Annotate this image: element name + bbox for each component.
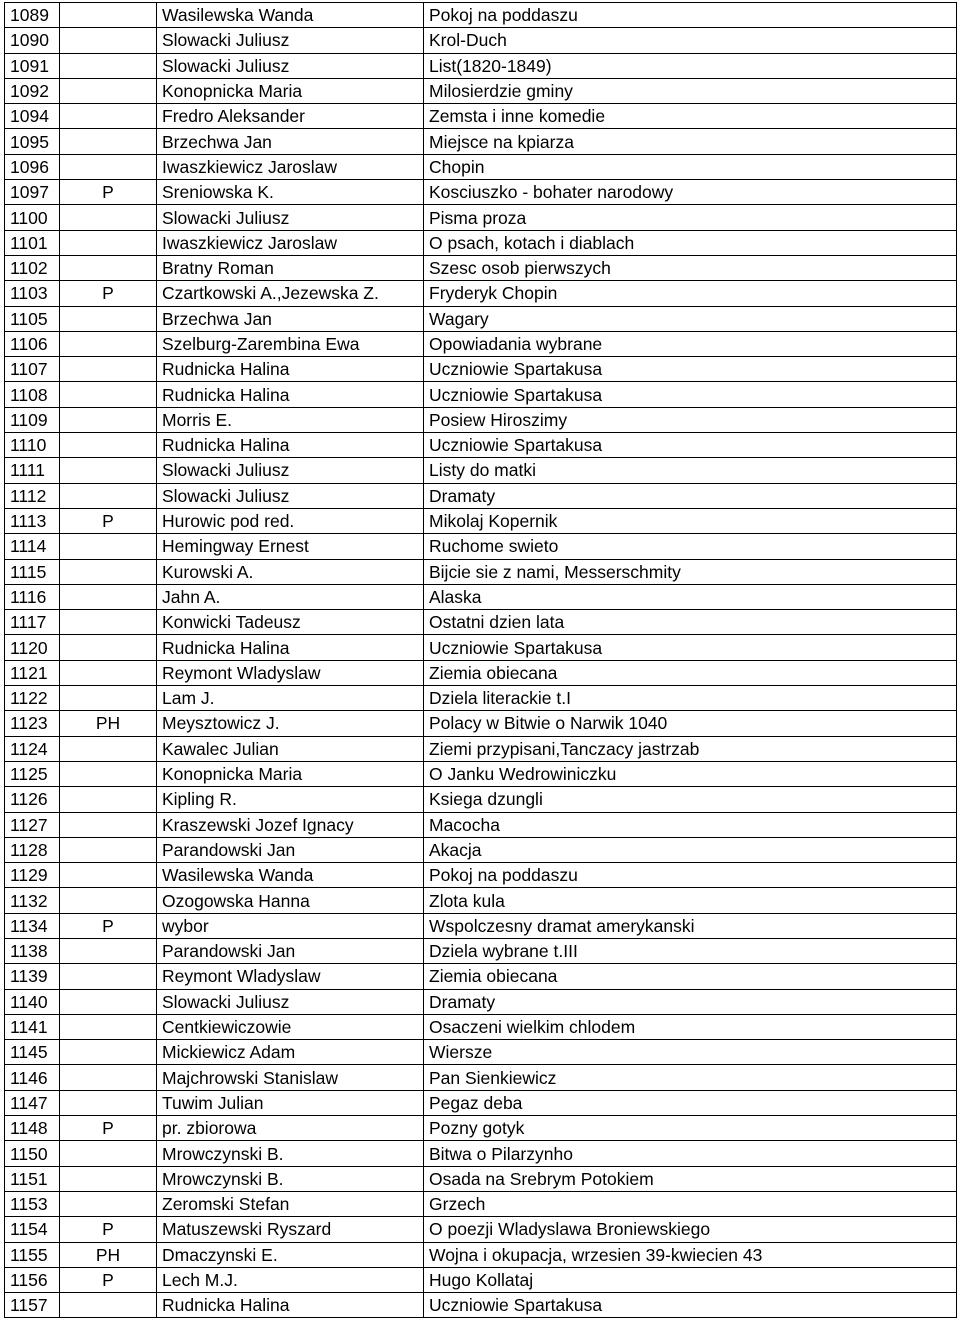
- title-cell: Mikolaj Kopernik: [424, 508, 957, 533]
- catalog-number-cell: 1100: [5, 205, 60, 230]
- catalog-table: [4, 2, 957, 1318]
- title-cell: Wojna i okupacja, wrzesien 39-kwiecien 43: [424, 1242, 957, 1267]
- table-row: [5, 1191, 957, 1216]
- catalog-number-cell: 1141: [5, 1014, 60, 1039]
- table-row: [5, 154, 957, 179]
- title-cell: Miejsce na kpiarza: [424, 129, 957, 154]
- type-cell: [60, 1191, 157, 1216]
- author-cell: Rudnicka Halina: [157, 635, 424, 660]
- catalog-number-cell: 1122: [5, 686, 60, 711]
- table-row: [5, 357, 957, 382]
- catalog-number-cell: 1109: [5, 407, 60, 432]
- table-row: [5, 964, 957, 989]
- catalog-number-cell: 1132: [5, 888, 60, 913]
- table-row: [5, 458, 957, 483]
- title-cell: Kosciuszko - bohater narodowy: [424, 180, 957, 205]
- type-cell: [60, 483, 157, 508]
- type-cell: [60, 154, 157, 179]
- author-cell: wybor: [157, 913, 424, 938]
- type-cell: [60, 230, 157, 255]
- catalog-number-cell: 1091: [5, 53, 60, 78]
- title-cell: Bijcie sie z nami, Messerschmity: [424, 559, 957, 584]
- type-cell: P: [60, 1116, 157, 1141]
- table-row: [5, 180, 957, 205]
- type-cell: [60, 761, 157, 786]
- author-cell: Kraszewski Jozef Ignacy: [157, 812, 424, 837]
- author-cell: Lam J.: [157, 686, 424, 711]
- type-cell: [60, 812, 157, 837]
- catalog-number-cell: 1127: [5, 812, 60, 837]
- author-cell: Czartkowski A.,Jezewska Z.: [157, 281, 424, 306]
- type-cell: P: [60, 913, 157, 938]
- author-cell: Majchrowski Stanislaw: [157, 1065, 424, 1090]
- catalog-number-cell: 1120: [5, 635, 60, 660]
- title-cell: Milosierdzie gminy: [424, 78, 957, 103]
- type-cell: [60, 610, 157, 635]
- catalog-number-cell: 1156: [5, 1267, 60, 1292]
- type-cell: [60, 255, 157, 280]
- author-cell: Fredro Aleksander: [157, 104, 424, 129]
- author-cell: Tuwim Julian: [157, 1090, 424, 1115]
- catalog-number-cell: 1103: [5, 281, 60, 306]
- table-row: [5, 1040, 957, 1065]
- catalog-number-cell: 1123: [5, 711, 60, 736]
- title-cell: Uczniowie Spartakusa: [424, 635, 957, 660]
- title-cell: Pan Sienkiewicz: [424, 1065, 957, 1090]
- table-row: [5, 407, 957, 432]
- type-cell: [60, 104, 157, 129]
- title-cell: Macocha: [424, 812, 957, 837]
- type-cell: P: [60, 1217, 157, 1242]
- table-row: [5, 888, 957, 913]
- title-cell: Polacy w Bitwie o Narwik 1040: [424, 711, 957, 736]
- table-row: [5, 863, 957, 888]
- table-row: [5, 28, 957, 53]
- catalog-number-cell: 1112: [5, 483, 60, 508]
- author-cell: Dmaczynski E.: [157, 1242, 424, 1267]
- type-cell: [60, 458, 157, 483]
- author-cell: Rudnicka Halina: [157, 1293, 424, 1318]
- table-row: [5, 1166, 957, 1191]
- type-cell: [60, 863, 157, 888]
- catalog-number-cell: 1125: [5, 761, 60, 786]
- catalog-number-cell: 1145: [5, 1040, 60, 1065]
- type-cell: [60, 736, 157, 761]
- table-row: [5, 205, 957, 230]
- author-cell: Slowacki Juliusz: [157, 28, 424, 53]
- catalog-number-cell: 1089: [5, 3, 60, 28]
- table-row: [5, 1141, 957, 1166]
- type-cell: [60, 559, 157, 584]
- catalog-number-cell: 1092: [5, 78, 60, 103]
- author-cell: Ozogowska Hanna: [157, 888, 424, 913]
- author-cell: Rudnicka Halina: [157, 357, 424, 382]
- type-cell: [60, 635, 157, 660]
- author-cell: Mrowczynski B.: [157, 1141, 424, 1166]
- title-cell: Ziemi przypisani,Tanczacy jastrzab: [424, 736, 957, 761]
- author-cell: Jahn A.: [157, 584, 424, 609]
- catalog-table-body: [5, 3, 957, 1318]
- catalog-number-cell: 1153: [5, 1191, 60, 1216]
- title-cell: Ostatni dzien lata: [424, 610, 957, 635]
- type-cell: [60, 382, 157, 407]
- title-cell: Ziemia obiecana: [424, 964, 957, 989]
- catalog-number-cell: 1090: [5, 28, 60, 53]
- catalog-number-cell: 1129: [5, 863, 60, 888]
- type-cell: [60, 1014, 157, 1039]
- table-row: [5, 255, 957, 280]
- type-cell: [60, 1166, 157, 1191]
- table-row: [5, 104, 957, 129]
- table-row: [5, 1217, 957, 1242]
- table-row: [5, 938, 957, 963]
- title-cell: Ksiega dzungli: [424, 787, 957, 812]
- catalog-number-cell: 1106: [5, 331, 60, 356]
- type-cell: [60, 433, 157, 458]
- author-cell: Rudnicka Halina: [157, 382, 424, 407]
- author-cell: Konwicki Tadeusz: [157, 610, 424, 635]
- title-cell: Pozny gotyk: [424, 1116, 957, 1141]
- type-cell: [60, 938, 157, 963]
- catalog-number-cell: 1154: [5, 1217, 60, 1242]
- type-cell: [60, 888, 157, 913]
- catalog-number-cell: 1126: [5, 787, 60, 812]
- author-cell: Szelburg-Zarembina Ewa: [157, 331, 424, 356]
- table-row: [5, 559, 957, 584]
- table-row: [5, 306, 957, 331]
- catalog-number-cell: 1157: [5, 1293, 60, 1318]
- catalog-number-cell: 1108: [5, 382, 60, 407]
- author-cell: Slowacki Juliusz: [157, 458, 424, 483]
- type-cell: PH: [60, 1242, 157, 1267]
- table-row: [5, 53, 957, 78]
- type-cell: [60, 129, 157, 154]
- title-cell: Wagary: [424, 306, 957, 331]
- author-cell: Slowacki Juliusz: [157, 989, 424, 1014]
- table-row: [5, 1090, 957, 1115]
- table-row: [5, 382, 957, 407]
- author-cell: Kurowski A.: [157, 559, 424, 584]
- author-cell: Slowacki Juliusz: [157, 205, 424, 230]
- author-cell: Mickiewicz Adam: [157, 1040, 424, 1065]
- catalog-number-cell: 1147: [5, 1090, 60, 1115]
- type-cell: P: [60, 180, 157, 205]
- title-cell: Ziemia obiecana: [424, 660, 957, 685]
- title-cell: Hugo Kollataj: [424, 1267, 957, 1292]
- author-cell: Bratny Roman: [157, 255, 424, 280]
- catalog-number-cell: 1116: [5, 584, 60, 609]
- title-cell: Dziela literackie t.I: [424, 686, 957, 711]
- table-row: [5, 1116, 957, 1141]
- table-row: [5, 989, 957, 1014]
- type-cell: [60, 660, 157, 685]
- author-cell: Konopnicka Maria: [157, 761, 424, 786]
- catalog-number-cell: 1146: [5, 1065, 60, 1090]
- title-cell: Uczniowie Spartakusa: [424, 382, 957, 407]
- type-cell: [60, 78, 157, 103]
- type-cell: [60, 3, 157, 28]
- catalog-number-cell: 1140: [5, 989, 60, 1014]
- title-cell: Szesc osob pierwszych: [424, 255, 957, 280]
- title-cell: Bitwa o Pilarzynho: [424, 1141, 957, 1166]
- author-cell: Iwaszkiewicz Jaroslaw: [157, 154, 424, 179]
- type-cell: [60, 205, 157, 230]
- author-cell: Kawalec Julian: [157, 736, 424, 761]
- catalog-number-cell: 1095: [5, 129, 60, 154]
- catalog-number-cell: 1110: [5, 433, 60, 458]
- author-cell: Iwaszkiewicz Jaroslaw: [157, 230, 424, 255]
- title-cell: Chopin: [424, 154, 957, 179]
- author-cell: Reymont Wladyslaw: [157, 964, 424, 989]
- table-row: [5, 1293, 957, 1318]
- catalog-number-cell: 1115: [5, 559, 60, 584]
- table-row: [5, 78, 957, 103]
- table-row: [5, 584, 957, 609]
- title-cell: Dramaty: [424, 989, 957, 1014]
- title-cell: Posiew Hiroszimy: [424, 407, 957, 432]
- author-cell: Centkiewiczowie: [157, 1014, 424, 1039]
- table-row: [5, 230, 957, 255]
- title-cell: Dramaty: [424, 483, 957, 508]
- catalog-number-cell: 1105: [5, 306, 60, 331]
- author-cell: Morris E.: [157, 407, 424, 432]
- author-cell: Parandowski Jan: [157, 938, 424, 963]
- catalog-number-cell: 1117: [5, 610, 60, 635]
- type-cell: [60, 1293, 157, 1318]
- type-cell: PH: [60, 711, 157, 736]
- title-cell: Pokoj na poddaszu: [424, 863, 957, 888]
- title-cell: Wspolczesny dramat amerykanski: [424, 913, 957, 938]
- catalog-number-cell: 1148: [5, 1116, 60, 1141]
- title-cell: Zlota kula: [424, 888, 957, 913]
- table-row: [5, 913, 957, 938]
- title-cell: Uczniowie Spartakusa: [424, 1293, 957, 1318]
- author-cell: Kipling R.: [157, 787, 424, 812]
- type-cell: [60, 584, 157, 609]
- type-cell: P: [60, 281, 157, 306]
- catalog-number-cell: 1139: [5, 964, 60, 989]
- author-cell: Hurowic pod red.: [157, 508, 424, 533]
- title-cell: Pegaz deba: [424, 1090, 957, 1115]
- author-cell: Reymont Wladyslaw: [157, 660, 424, 685]
- title-cell: Pisma proza: [424, 205, 957, 230]
- catalog-number-cell: 1107: [5, 357, 60, 382]
- title-cell: Fryderyk Chopin: [424, 281, 957, 306]
- catalog-number-cell: 1138: [5, 938, 60, 963]
- type-cell: [60, 1065, 157, 1090]
- title-cell: Listy do matki: [424, 458, 957, 483]
- catalog-number-cell: 1114: [5, 534, 60, 559]
- table-row: [5, 711, 957, 736]
- type-cell: [60, 1090, 157, 1115]
- title-cell: List(1820-1849): [424, 53, 957, 78]
- catalog-number-cell: 1094: [5, 104, 60, 129]
- table-row: [5, 331, 957, 356]
- catalog-number-cell: 1124: [5, 736, 60, 761]
- type-cell: [60, 837, 157, 862]
- title-cell: Ruchome swieto: [424, 534, 957, 559]
- type-cell: [60, 28, 157, 53]
- author-cell: Brzechwa Jan: [157, 129, 424, 154]
- type-cell: [60, 534, 157, 559]
- title-cell: Krol-Duch: [424, 28, 957, 53]
- type-cell: [60, 357, 157, 382]
- table-row: [5, 686, 957, 711]
- catalog-number-cell: 1096: [5, 154, 60, 179]
- author-cell: Mrowczynski B.: [157, 1166, 424, 1191]
- catalog-number-cell: 1155: [5, 1242, 60, 1267]
- author-cell: Slowacki Juliusz: [157, 483, 424, 508]
- catalog-number-cell: 1097: [5, 180, 60, 205]
- author-cell: Parandowski Jan: [157, 837, 424, 862]
- author-cell: Konopnicka Maria: [157, 78, 424, 103]
- type-cell: [60, 686, 157, 711]
- title-cell: O psach, kotach i diablach: [424, 230, 957, 255]
- type-cell: [60, 331, 157, 356]
- table-row: [5, 534, 957, 559]
- catalog-number-cell: 1113: [5, 508, 60, 533]
- table-row: [5, 1242, 957, 1267]
- type-cell: [60, 1040, 157, 1065]
- author-cell: Lech M.J.: [157, 1267, 424, 1292]
- type-cell: [60, 1141, 157, 1166]
- author-cell: Sreniowska K.: [157, 180, 424, 205]
- table-row: [5, 129, 957, 154]
- table-row: [5, 508, 957, 533]
- author-cell: pr. zbiorowa: [157, 1116, 424, 1141]
- type-cell: [60, 787, 157, 812]
- catalog-number-cell: 1134: [5, 913, 60, 938]
- author-cell: Meysztowicz J.: [157, 711, 424, 736]
- catalog-number-cell: 1121: [5, 660, 60, 685]
- type-cell: [60, 53, 157, 78]
- table-row: [5, 837, 957, 862]
- type-cell: [60, 989, 157, 1014]
- title-cell: Osada na Srebrym Potokiem: [424, 1166, 957, 1191]
- title-cell: O poezji Wladyslawa Broniewskiego: [424, 1217, 957, 1242]
- title-cell: Zemsta i inne komedie: [424, 104, 957, 129]
- type-cell: P: [60, 1267, 157, 1292]
- table-row: [5, 610, 957, 635]
- table-row: [5, 433, 957, 458]
- author-cell: Matuszewski Ryszard: [157, 1217, 424, 1242]
- title-cell: Uczniowie Spartakusa: [424, 357, 957, 382]
- author-cell: Zeromski Stefan: [157, 1191, 424, 1216]
- catalog-number-cell: 1111: [5, 458, 60, 483]
- table-row: [5, 1267, 957, 1292]
- table-row: [5, 660, 957, 685]
- table-row: [5, 1065, 957, 1090]
- table-row: [5, 483, 957, 508]
- table-row: [5, 787, 957, 812]
- title-cell: O Janku Wedrowiniczku: [424, 761, 957, 786]
- title-cell: Alaska: [424, 584, 957, 609]
- catalog-number-cell: 1150: [5, 1141, 60, 1166]
- catalog-number-cell: 1102: [5, 255, 60, 280]
- table-row: [5, 3, 957, 28]
- title-cell: Dziela wybrane t.III: [424, 938, 957, 963]
- author-cell: Wasilewska Wanda: [157, 863, 424, 888]
- catalog-number-cell: 1151: [5, 1166, 60, 1191]
- table-row: [5, 761, 957, 786]
- table-row: [5, 635, 957, 660]
- type-cell: [60, 407, 157, 432]
- table-row: [5, 736, 957, 761]
- title-cell: Uczniowie Spartakusa: [424, 433, 957, 458]
- catalog-number-cell: 1128: [5, 837, 60, 862]
- table-row: [5, 812, 957, 837]
- title-cell: Osaczeni wielkim chlodem: [424, 1014, 957, 1039]
- author-cell: Hemingway Ernest: [157, 534, 424, 559]
- title-cell: Pokoj na poddaszu: [424, 3, 957, 28]
- author-cell: Slowacki Juliusz: [157, 53, 424, 78]
- type-cell: [60, 306, 157, 331]
- title-cell: Grzech: [424, 1191, 957, 1216]
- catalog-number-cell: 1101: [5, 230, 60, 255]
- title-cell: Opowiadania wybrane: [424, 331, 957, 356]
- table-row: [5, 1014, 957, 1039]
- author-cell: Wasilewska Wanda: [157, 3, 424, 28]
- title-cell: Wiersze: [424, 1040, 957, 1065]
- type-cell: P: [60, 508, 157, 533]
- type-cell: [60, 964, 157, 989]
- table-row: [5, 281, 957, 306]
- author-cell: Rudnicka Halina: [157, 433, 424, 458]
- author-cell: Brzechwa Jan: [157, 306, 424, 331]
- title-cell: Akacja: [424, 837, 957, 862]
